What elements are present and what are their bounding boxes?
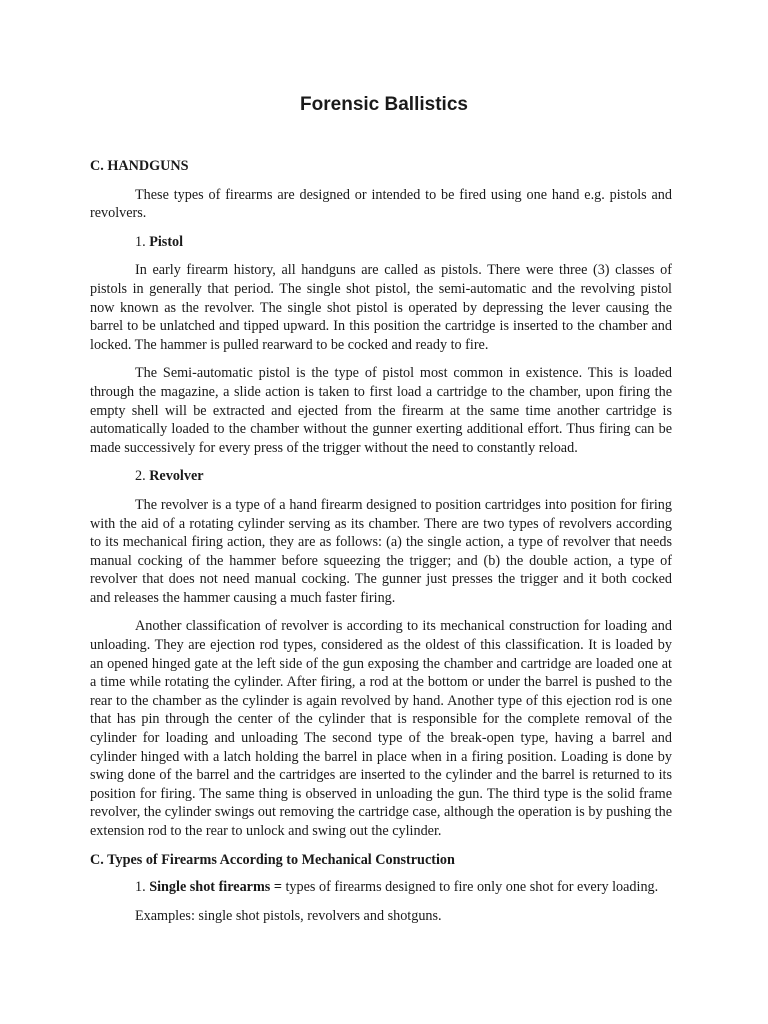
revolver-subheading: [90, 467, 672, 486]
pistol-paragraph-semi-automatic: The Semi-automatic pistol is the type of pistol most common in existence. This is loaded through the magazine, a slide action is taken to first load a cartridge to the chamber, upon firing the empty shell will be extracted and ejected from the firearm at the same time another cartridge is automatically loaded to the chamber without the gunner exerting additional effort. Thus firing can be made successively for every press of the trigger without the need to constantly reload.: [90, 365, 672, 456]
single-shot-definition: types of firearms designed to fire only one shot for every loading.: [281, 879, 659, 896]
pistol-number: 1.: [135, 233, 150, 250]
revolver-number: 2.: [135, 468, 150, 485]
single-shot-label: Single shot firearms =: [149, 879, 282, 896]
revolver-paragraph-firing-action: The revolver is a type of a hand firearm designed to position cartridges into position for firing with the aid of a rotating cylinder serving as its chamber. There are two types of revolvers according to its mechanical firing action, they are as follows: (a) the single action, a type of revolver that needs manual cocking of the hammer before squeezing the trigger; and (b) the double action, a type of revolver that does not need manual cocking. The gunner just presses the trigger and it both cocked and releases the hammer causing a much faster firing.: [90, 496, 672, 606]
document-title: Forensic Ballistics: [300, 94, 468, 115]
revolver-paragraph-construction: Another classification of revolver is according to its mechanical construction for loading and unloading. They are ejection rod types, considered as the oldest of this classification. It is loaded by an opened hinged gate at the left side of the gun exposing the chamber and cartridge are loaded one at a time while rotating the cylinder. After firing, a rod at the bottom or under the barrel is pushed to the rear to the chamber as the cylinder is again revolved by hand. Another type of this ejection rod is one that has pin through the center of the cylinder that is responsible for the complete removal of the cylinder for loading and unloading The second type of the break-open type, having a barrel and cylinder hinged with a latch holding the barrel in place when in a firing position. Loading is done by swing done of the barrel and the cartridges are inserted to the cylinder and the barrel is returned to its position for firing. The same thing is observed in unloading the gun. The third type is the solid frame revolver, the cylinder swings out removing the cartridge case, although the operation is by pushing the extension rod to the rear to unlock and swing out the cylinder.: [90, 618, 672, 839]
single-shot-item: [90, 878, 672, 897]
section-heading-handguns: C. HANDGUNS: [90, 158, 189, 174]
single-shot-number: 1.: [135, 879, 150, 896]
section-heading-types-of-firearms: C. Types of Firearms According to Mechanical Construction: [90, 851, 455, 868]
pistol-paragraph-history: In early firearm history, all handguns are called as pistols. There were three (3) classes of pistols in generally that period. The single shot pistol, the semi-automatic and the revolving pistol now known as the revolver. The single shot pistol is operated by depressing the lever causing the barrel to be unlatched and tipped upward. In this position the cartridge is inserted to the chamber and locked. The hammer is pulled rearward to be cocked and ready to fire.: [90, 262, 672, 353]
pistol-subheading: [90, 233, 672, 252]
single-shot-examples: Examples: single shot pistols, revolvers and shotguns.: [135, 907, 442, 924]
pistol-label: Pistol: [149, 233, 184, 250]
revolver-label: Revolver: [149, 468, 204, 485]
document-body: [90, 157, 672, 925]
handguns-intro-paragraph: These types of firearms are designed or intended to be fired using one hand e.g. pistols and revolvers.: [90, 186, 672, 222]
